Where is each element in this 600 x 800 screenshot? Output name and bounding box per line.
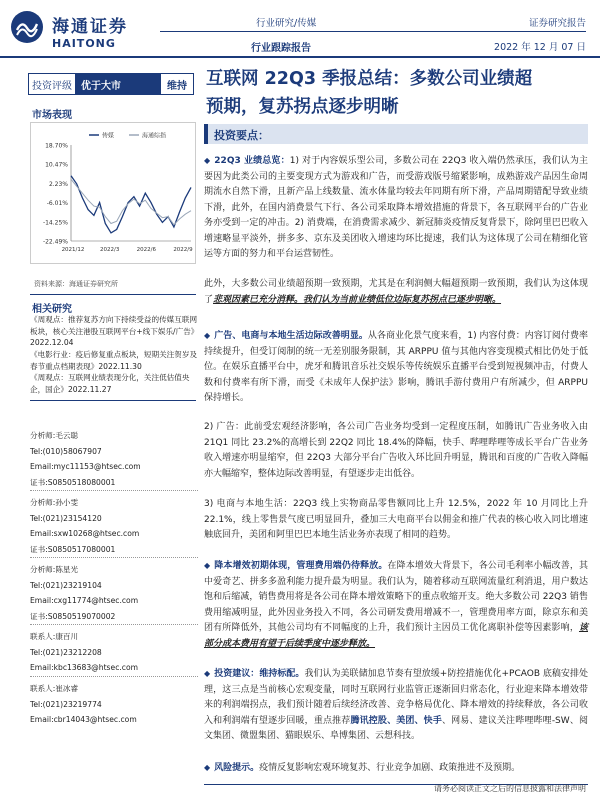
series-line-海通综指	[71, 179, 191, 224]
y-tick-label: -22.49%	[42, 238, 68, 246]
divider	[30, 400, 196, 401]
analyst-block	[30, 428, 198, 490]
analyst-name: 分析师:毛云聪	[30, 431, 79, 440]
title-line-2: 预期，复苏拐点逐步明晰	[206, 97, 399, 117]
y-tick-label: 2.23%	[48, 180, 68, 188]
x-tick-label: 2022/3	[99, 247, 120, 253]
y-tick-label: -6.01%	[46, 200, 68, 208]
contact-email[interactable]: Email:kbc13683@htsec.com	[30, 663, 138, 672]
y-tick-label: 18.70%	[45, 142, 68, 150]
haitong-logo-icon	[10, 10, 44, 44]
y-tick-label: -14.25%	[42, 219, 68, 227]
para-head: 投资建议：	[214, 669, 260, 679]
para-head: 广告、电商与本地生活边际改善明显。	[214, 331, 368, 341]
para-emphasis: 该部分成本费用有望于后续季度中逐步释放。	[204, 623, 588, 649]
para-text: 从各商业化景气度来看，1) 内容付费：内容订阅付费率持续提升，但受订阅制的统一无差别服务限制，其 ARPPU 值与其他内容变现模式相比仍处于低位。在娱乐直播平台中，虎牙和腾讯音乐社交娱乐等传统娱乐直播平台受到短视频冲击，付费人数和付费率有所下滑，而受《未成年人保护法》影响，腾讯手游付费用户有所减少，但 ARPPU 保持增长。	[204, 331, 588, 403]
para-text: 3) 电商与本地生活：22Q3 线上实物商品零售额同比上升 12.5%，2022 年 10 月同比上升 22.1%，线上零售景气度已明显回升，叠加三大电商平台以佣金和推广代表的核心收入同比增速触底回升，美团和阿里巴巴本地生活业务亦表现了相同的趋势。	[204, 499, 588, 540]
industry-category: 行业研究/传媒	[256, 18, 317, 29]
divider	[30, 490, 198, 491]
x-tick-label: 2022/6	[136, 247, 157, 253]
rating-action: 维持	[167, 80, 187, 92]
para-text: 2) 广告：此前受宏观经济影响，各公司广告业务均受到一定程度压制，如腾讯广告业务收入由 21Q1 同比 23.2%的高增长到 22Q2 同比 18.4%的降幅，快手、哔哩哔哩等成长平台广告业务收入增速亦明显缩窄，但 22Q3 大部分平台广告收入环比回升明显，腾讯和百度的广告收入降幅亦大幅缩窄，整体边际改善明显，有望逐步走出低谷。	[204, 422, 588, 479]
legend-label: 海通综指	[142, 132, 167, 140]
divider	[30, 294, 196, 295]
para-commerce	[204, 328, 588, 407]
para-text: 疫情反复影响宏观环境复苏、行业竞争加剧、政策推进不及预期。	[259, 763, 521, 773]
market-performance-title: 市场表现	[32, 110, 72, 121]
y-tick-label: 10.47%	[45, 161, 68, 169]
related-item[interactable]: 《电影行业：疫后修复重点板块，短期关注贺岁及春节重点档期表现》2022.11.30	[30, 350, 198, 371]
para-cost-reduction	[204, 558, 588, 652]
para-ecommerce	[204, 497, 588, 544]
analyst-name: 分析师:陈星光	[30, 565, 79, 574]
header-rule	[160, 31, 586, 32]
analyst-tel: Tel:(021)23154120	[30, 513, 102, 523]
footer-disclaimer: 请务必阅读正文之后的信息披露和法律声明	[434, 784, 586, 793]
contact-tel: Tel:(021)23212208	[30, 647, 102, 657]
chart-source: 资料来源：海通证券研究所	[34, 280, 118, 288]
para-advertising	[204, 420, 588, 482]
report-title	[206, 65, 586, 121]
x-tick-label: 2021/12	[61, 247, 85, 253]
analyst-block	[30, 495, 198, 557]
analyst-block	[30, 562, 198, 624]
para-text: 在降本增效大背景下，各公司毛利率小幅改善，其中爱奇艺、拼多多盈利能力提升最为明显。我们认为，随着移动互联网流量红利消退，用户数达饱和后缩减，销售费用将是各公司在降本增效策略下的重点收缩开支。绝大多数公司 22Q3 销售费用缩减明显，此外因业务投入不同，各公司研发费用增减不一，管理费用率方面，除京东和美团有所降低外，其他公司均有不同幅度的上升，我们预计主因员工优化离职补偿等因素影响，	[204, 561, 588, 633]
logo-text-cn: 海通证券	[52, 17, 128, 37]
analyst-cert: 证书:S0850517080001	[30, 544, 116, 554]
contact-tel: Tel:(021)23219774	[30, 699, 102, 709]
para-head: 风险提示。	[214, 763, 260, 773]
logo-text-en: HAITONG	[52, 37, 116, 50]
rating-value: 优于大市	[76, 74, 161, 94]
analyst-cert: 证书:S0850519070002	[30, 611, 116, 621]
haitong-logo	[10, 8, 150, 58]
report-type: 证券研究报告	[528, 18, 586, 29]
para-head: 降本增效初期体现，管理费用端仍待释放。	[214, 561, 388, 571]
para-text: 、网易、建议关注哔哩哔哩-SW、阅文集团、微盟集团、猫眼娱乐、阜博集团、云想科技。	[204, 715, 588, 741]
para-risk	[204, 760, 588, 777]
analyst-name: 分析师:孙小雯	[30, 498, 79, 507]
contact-email[interactable]: Email:cbr14043@htsec.com	[30, 715, 137, 724]
contact-block	[30, 629, 198, 676]
contact-name: 联系人:康百川	[30, 632, 79, 641]
contact-block	[30, 681, 198, 728]
report-series: 行业跟踪报告	[251, 43, 311, 54]
para-text: 我们认为美联储加息节奏有望放缓+防控措施优化+PCAOB 底稿安排处理，这三点是当前核心宏观变量，同时互联网行业监管正逐渐回归常态化，行业迎来降本增效带来的利润端拐点，我们预计随着后续经济改善、竞争格局优化、降本增效的持续释放，各公司收入和利润端有望逐步回暖，重点推荐	[204, 669, 588, 726]
market-chart	[30, 122, 196, 264]
title-line-1: 互联网 22Q3 季报总结：多数公司业绩超	[206, 69, 533, 89]
investment-points-bar	[204, 124, 588, 144]
para-summary	[204, 277, 588, 308]
analyst-email[interactable]: Email:myc11153@htsec.com	[30, 462, 141, 471]
related-item[interactable]: 《周观点：推荐复苏方向下持续受益的传媒互联网板块，核心关注港股互联网平台+线下娱乐/广告》2022.12.04	[30, 315, 198, 347]
contact-name: 联系人:崔冰睿	[30, 684, 79, 693]
para-emphasis: 悲观因素已充分消释。我们认为当前业绩低位边际复苏拐点已逐步明晰。	[213, 294, 502, 305]
para-text: 1) 对于内容娱乐型公司，多数公司在 22Q3 收入端仍然承压，我们认为主要因为此类公司的主要变现方式为游戏和广告，而受游戏版号缩紧影响，成熟游戏产品因生命周期流水自然下滑，且新产品上线数量、流水体量均较去年同期有所下滑，产品周期错配导致业绩下滑，此外，在国内消费景气下行、各公司采取降本增效措施的背景下，各互联网平台的广告业务亦受到一定的冲击。2) 消费端，在消费需求减少、新冠肺炎疫情反复背景下，除阿里巴巴收入增速略显平淡外，拼多多、京东及美团收入增速均环比提速，我们认为这体现了公司在精细化管运等方面的努力和平台运营韧性。	[204, 156, 588, 259]
header-rule-thick	[0, 56, 600, 58]
analyst-tel: Tel:(021)23219104	[30, 580, 102, 590]
para-investment-advice	[204, 666, 588, 745]
recommended-stocks: 腾讯控股、美团、快手	[350, 715, 442, 726]
divider	[30, 676, 198, 677]
x-tick-label: 2022/9	[173, 247, 193, 253]
analyst-tel: Tel:(010)58067907	[30, 446, 102, 456]
series-line-传媒	[71, 176, 191, 233]
market-chart-svg	[31, 123, 197, 265]
investment-points-label: 投资要点：	[214, 129, 269, 142]
analyst-email[interactable]: Email:sxw10268@htsec.com	[30, 529, 140, 538]
para-text: 此外，大多数公司业绩超预期一致预期，尤其是在利润侧大幅超预期一致预期，我们认为这体现了	[204, 279, 588, 305]
para-head: 22Q3 业绩总览：	[214, 156, 290, 166]
analyst-email[interactable]: Email:cxg11774@htsec.com	[30, 596, 139, 605]
divider	[30, 557, 198, 558]
legend-label: 传媒	[102, 132, 115, 140]
rating-label: 投资评级	[29, 74, 76, 94]
report-date: 2022 年 12 月 07 日	[494, 42, 586, 53]
related-item[interactable]: 《周观点：互联网业绩表现分化，关注低估值央企，国企》2022.11.27	[30, 373, 190, 394]
analyst-cert: 证书:S0850518080001	[30, 477, 116, 487]
investment-rating	[28, 73, 194, 95]
related-research-title: 相关研究	[32, 304, 72, 315]
divider	[30, 624, 198, 625]
para-emphasis: 维持标配。	[259, 669, 305, 679]
para-q3-overview	[204, 153, 588, 263]
